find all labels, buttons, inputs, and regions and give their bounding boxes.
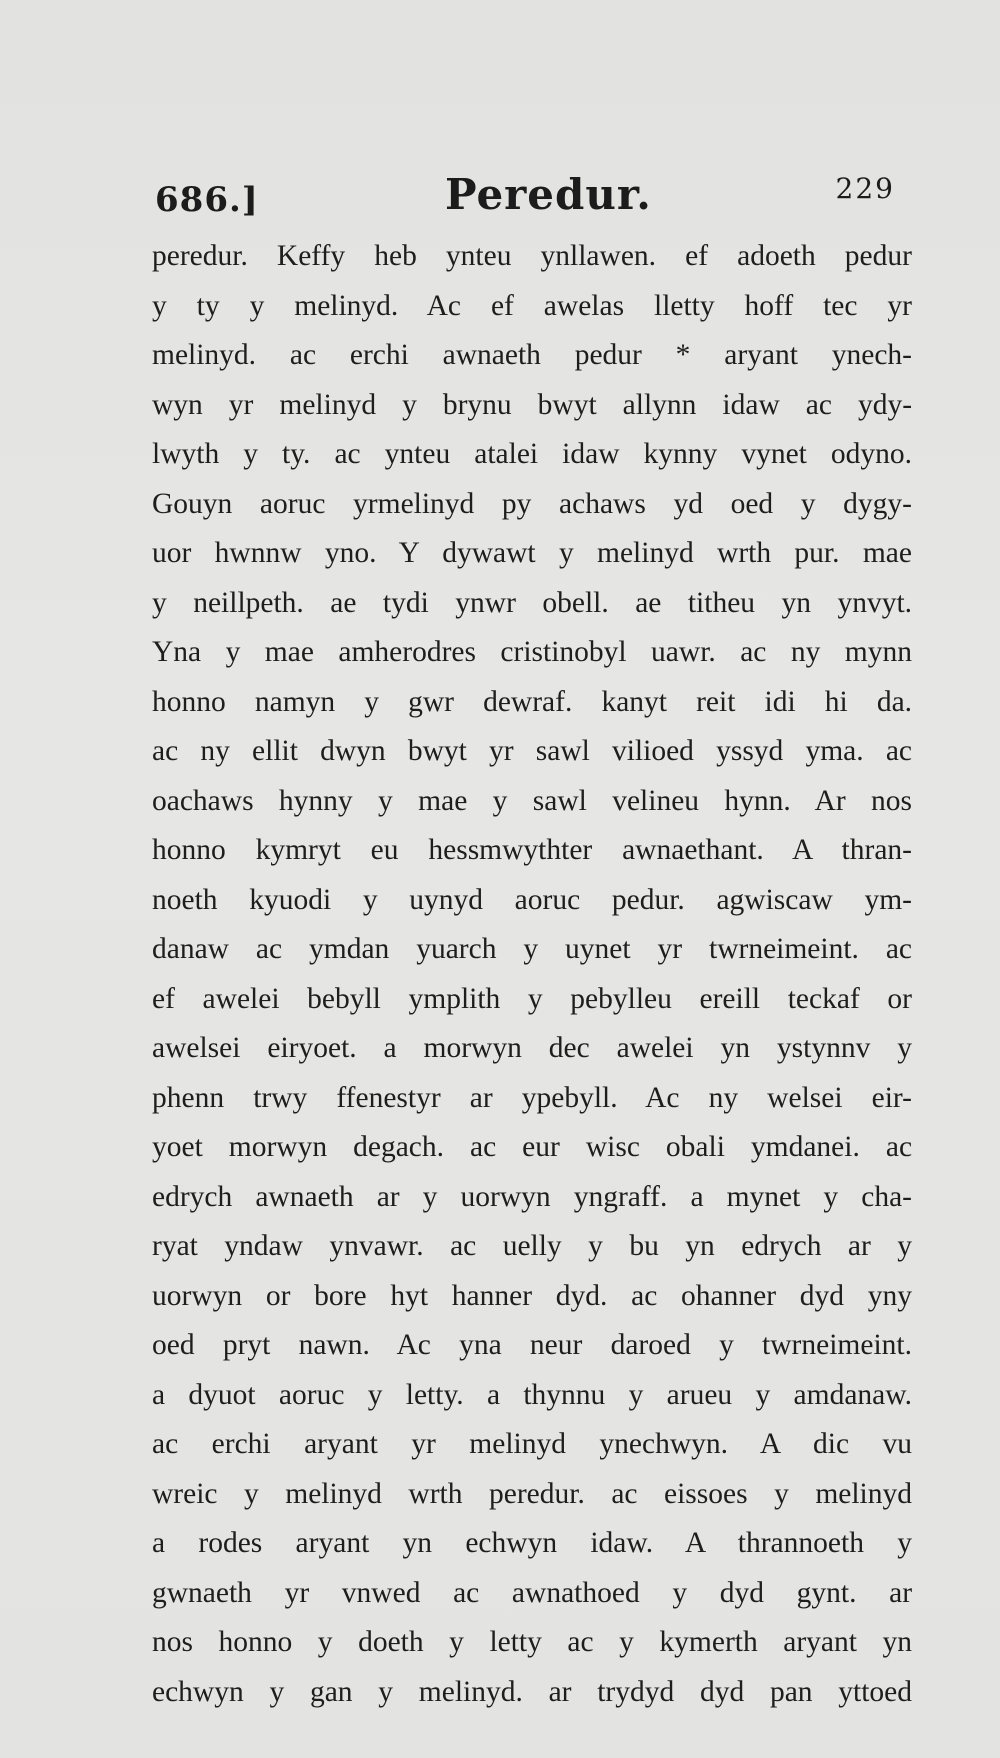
text-line: awelsei eiryoet. a morwyn dec awelei yn ystynnv y xyxy=(152,1032,912,1064)
text-line: nos honno y doeth y letty ac y kymerth aryant yn xyxy=(152,1626,913,1658)
running-title: Peredur. xyxy=(445,170,652,219)
page-number: 229 xyxy=(835,172,895,205)
text-line: a rodes aryant yn echwyn idaw. A thrannoeth y xyxy=(152,1527,912,1559)
text-line: peredur. Keffy heb ynteu ynllawen. ef adoeth pedur xyxy=(152,240,912,272)
text-line: lwyth y ty. ac ynteu atalei idaw kynny vynet odyno. xyxy=(152,438,913,470)
text-line: yoet morwyn degach. ac eur wisc obali ymdanei. ac xyxy=(152,1131,913,1163)
text-line: phenn trwy ffenestyr ar ypebyll. Ac ny welsei eir- xyxy=(152,1081,912,1114)
text-line: Yna y mae amherodres cristinobyl uawr. ac ny mynn xyxy=(152,636,912,668)
text-line: oachaws hynny y mae y sawl velineu hynn. Ar nos xyxy=(152,784,912,817)
text-line: melinyd. ac erchi awnaeth pedur * aryant ynech- xyxy=(152,339,913,371)
text-line: honno kymryt eu hessmwythter awnaethant. A thran- xyxy=(152,834,912,866)
text-line: wreic y melinyd wrth peredur. ac eissoes y melinyd xyxy=(152,1477,913,1510)
body-text xyxy=(152,232,922,1717)
text-line: oed pryt nawn. Ac yna neur daroed y twrneimeint. xyxy=(152,1329,912,1361)
text-line: edrych awnaeth ar y uorwyn yngraff. a mynet y cha- xyxy=(152,1180,913,1213)
text-line: Gouyn aoruc yrmelinyd py achaws yd oed y dygy- xyxy=(152,487,912,520)
text-line: y ty y melinyd. Ac ef awelas lletty hoff tec yr xyxy=(152,289,912,322)
text-line: ac ny ellit dwyn bwyt yr sawl vilioed yssyd yma. ac xyxy=(152,735,913,767)
text-line: echwyn y gan y melinyd. ar trydyd dyd pan yttoed xyxy=(152,1675,913,1708)
text-line: uor hwnnw yno. Y dywawt y melinyd wrth pur. mae xyxy=(152,537,912,569)
text-line: a dyuot aoruc y letty. a thynnu y arueu y amdanaw. xyxy=(152,1378,913,1411)
text-line: ryat yndaw ynvawr. ac uelly y bu yn edrych ar y xyxy=(152,1230,913,1262)
text-line: uorwyn or bore hyt hanner dyd. ac ohanner dyd yny xyxy=(152,1279,913,1312)
text-line: wyn yr melinyd y brynu bwyt allynn idaw ac ydy- xyxy=(152,388,913,421)
text-line: y neillpeth. ae tydi ynwr obell. ae titheu yn ynvyt. xyxy=(152,586,913,619)
section-number: 686.] xyxy=(155,180,259,220)
text-line: ef awelei bebyll ymplith y pebylleu ereill teckaf or xyxy=(152,982,912,1015)
text-line: honno namyn y gwr dewraf. kanyt reit idi hi da. xyxy=(152,685,913,718)
text-line: danaw ac ymdan yuarch y uynet yr twrneimeint. ac xyxy=(152,933,913,965)
text-line: ac erchi aryant yr melinyd ynechwyn. A dic vu xyxy=(152,1428,913,1460)
text-line: gwnaeth yr vnwed ac awnathoed y dyd gynt. ar xyxy=(152,1576,913,1609)
text-line: noeth kyuodi y uynyd aoruc pedur. agwiscaw ym- xyxy=(152,883,912,916)
running-header xyxy=(155,168,895,238)
